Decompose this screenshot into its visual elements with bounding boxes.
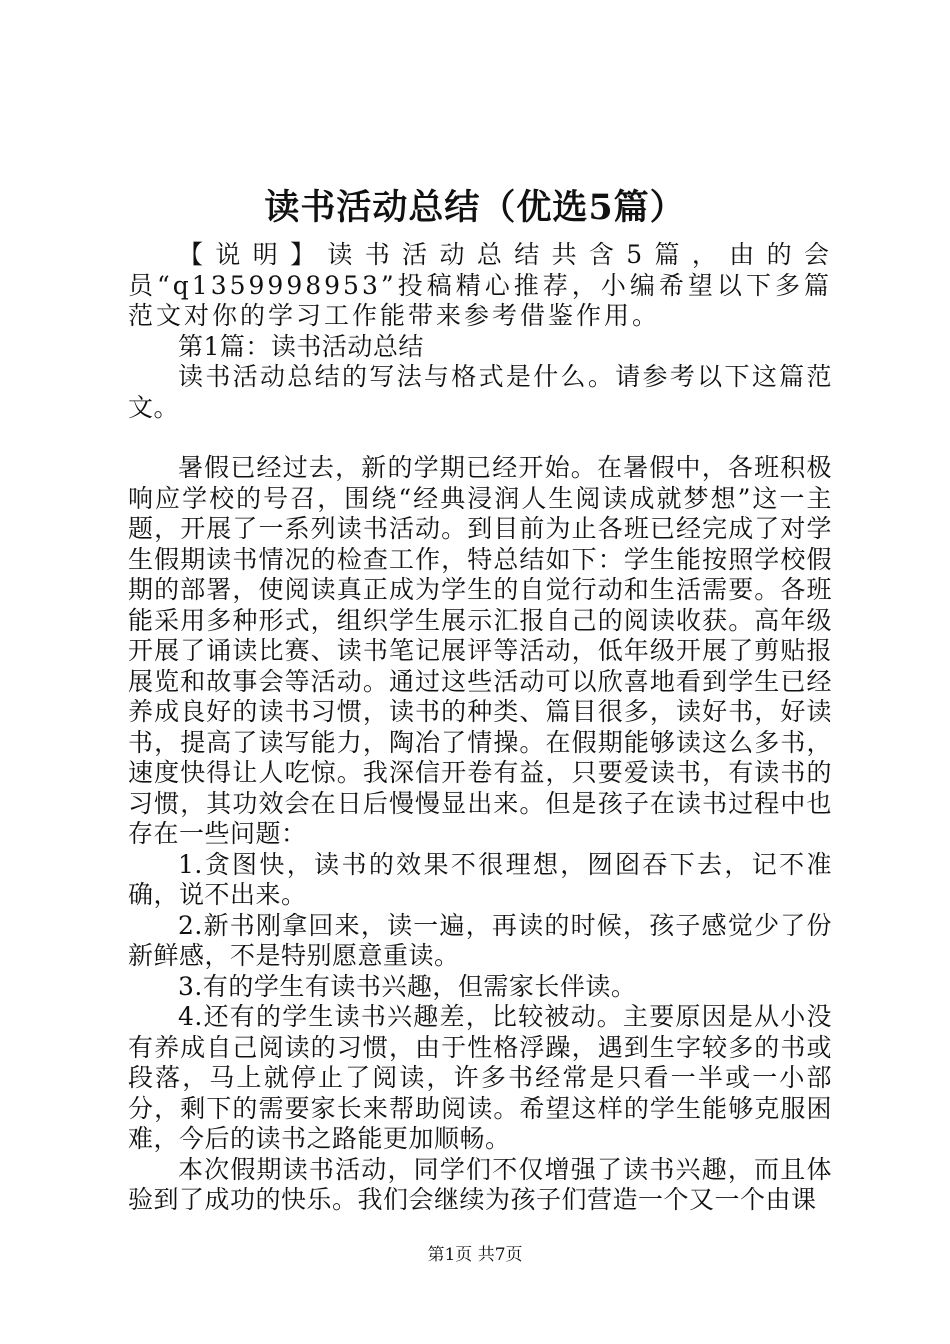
- section-heading: 第1篇：读书活动总结: [178, 331, 424, 361]
- page-footer: 第1页 共7页: [427, 1245, 523, 1265]
- document-body: [128, 240, 832, 1216]
- document-title: 读书活动总结（优选5篇）: [264, 187, 686, 228]
- problem-item-4: 4.还有的学生读书兴趣差，比较被动。主要原因是从小没有养成自己阅读的习惯，由于性格浮躁，遇到生字较多的书或段落，马上就停止了阅读，许多书经常是只看一半或一小部分，剩下的需要家长来帮助阅读。希望这样的学生能够克服困难，今后的读书之路能更加顺畅。: [128, 1002, 832, 1153]
- section-lead: 读书活动总结的写法与格式是什么。请参考以下这篇范文。: [128, 362, 832, 422]
- problem-item-1: 1.贪图快，读书的效果不很理想，囫囵吞下去，记不准确，说不出来。: [128, 849, 832, 909]
- paragraph-spacer: [128, 423, 832, 453]
- problem-item-2: 2.新书刚拿回来，读一遍，再读的时候，孩子感觉少了份新鲜感，不是特别愿意重读。: [128, 910, 832, 970]
- body-paragraph-summary: 暑假已经过去，新的学期已经开始。在暑假中，各班积极响应学校的号召，围绕“经典浸润人生阅读成就梦想”这一主题，开展了一系列读书活动。到目前为止各班已经完成了对学生假期读书情况的检查工作，特总结如下：学生能按照学校假期的部署，使阅读真正成为学生的自觉行动和生活需要。各班能采用多种形式，组织学生展示汇报自己的阅读收获。高年级开展了诵读比赛、读书笔记展评等活动，低年级开展了剪贴报展览和故事会等活动。通过这些活动可以欣喜地看到学生已经养成良好的读书习惯，读书的种类、篇目很多，读好书，好读书，提高了读写能力，陶冶了情操。在假期能够读这么多书，速度快得让人吃惊。我深信开卷有益，只要爱读书，有读书的习惯，其功效会在日后慢慢显出来。但是孩子在读书过程中也存在一些问题：: [128, 453, 832, 848]
- body-paragraph-conclusion: 本次假期读书活动，同学们不仅增强了读书兴趣，而且体验到了成功的快乐。我们会继续为孩子们营造一个又一个由课: [128, 1154, 832, 1214]
- problem-item-3: 3.有的学生有读书兴趣，但需家长伴读。: [178, 971, 637, 1001]
- intro-paragraph: 【说明】读书活动总结共含5篇，由的会员“q1359998953”投稿精心推荐，小编希望以下多篇范文对你的学习工作能带来参考借鉴作用。: [128, 240, 832, 330]
